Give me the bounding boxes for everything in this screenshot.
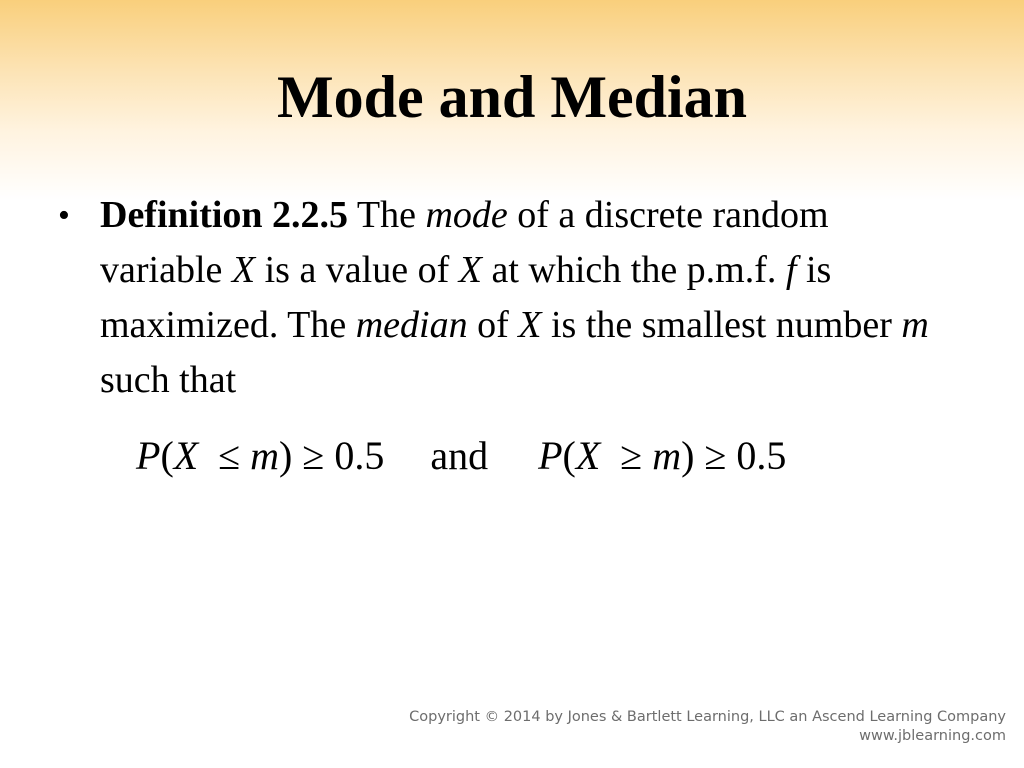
formula-relation: ≤ bbox=[218, 433, 241, 478]
variable-m: m bbox=[901, 304, 929, 346]
term-mode: mode bbox=[425, 194, 508, 236]
formula-value: 0.5 bbox=[334, 433, 385, 478]
formula-relation: ≥ bbox=[620, 433, 643, 478]
formula-variable-x: X bbox=[575, 433, 601, 478]
publisher-url: www.jblearning.com bbox=[859, 728, 1006, 744]
formula-probability-symbol: P bbox=[538, 433, 563, 478]
definition-text-part: of a discrete random variable bbox=[100, 194, 829, 291]
bullet-symbol: • bbox=[58, 197, 70, 234]
formula-variable-m: m bbox=[250, 433, 280, 478]
definition-text-part: such that bbox=[100, 359, 237, 401]
definition-text bbox=[100, 188, 960, 408]
copyright-text: Copyright © 2014 by Jones & Bartlett Learning, LLC an Ascend Learning Company bbox=[409, 709, 1006, 725]
formula-inequality: ≥ bbox=[302, 433, 325, 478]
variable-x: X bbox=[518, 304, 542, 346]
term-median: median bbox=[355, 304, 468, 346]
definition-label: Definition 2.2.5 bbox=[100, 194, 349, 236]
formula-connector: and bbox=[430, 433, 489, 478]
formula-open-paren: ( bbox=[562, 433, 576, 478]
copyright-footer bbox=[409, 708, 1006, 746]
definition-text-part: is the smallest number bbox=[550, 304, 892, 346]
definition-text-part: at which the p.m.f. bbox=[491, 249, 777, 291]
definition-text-part: is maximized. The bbox=[100, 249, 832, 346]
formula-inequality: ≥ bbox=[704, 433, 727, 478]
formula-close-paren: ) bbox=[681, 433, 695, 478]
variable-f: f bbox=[785, 249, 797, 291]
definition-text-part: of bbox=[477, 304, 509, 346]
formula-value: 0.5 bbox=[736, 433, 787, 478]
variable-x: X bbox=[231, 249, 256, 291]
median-condition-formula bbox=[136, 428, 936, 484]
definition-text-part: The bbox=[356, 194, 416, 236]
definition-text-part: is a value of bbox=[264, 249, 450, 291]
formula-probability-symbol: P bbox=[136, 433, 161, 478]
slide-title: Mode and Median bbox=[276, 64, 748, 130]
formula-close-paren: ) bbox=[279, 433, 293, 478]
formula-open-paren: ( bbox=[160, 433, 174, 478]
formula-variable-m: m bbox=[652, 433, 682, 478]
formula-variable-x: X bbox=[173, 433, 199, 478]
variable-x: X bbox=[458, 249, 482, 291]
